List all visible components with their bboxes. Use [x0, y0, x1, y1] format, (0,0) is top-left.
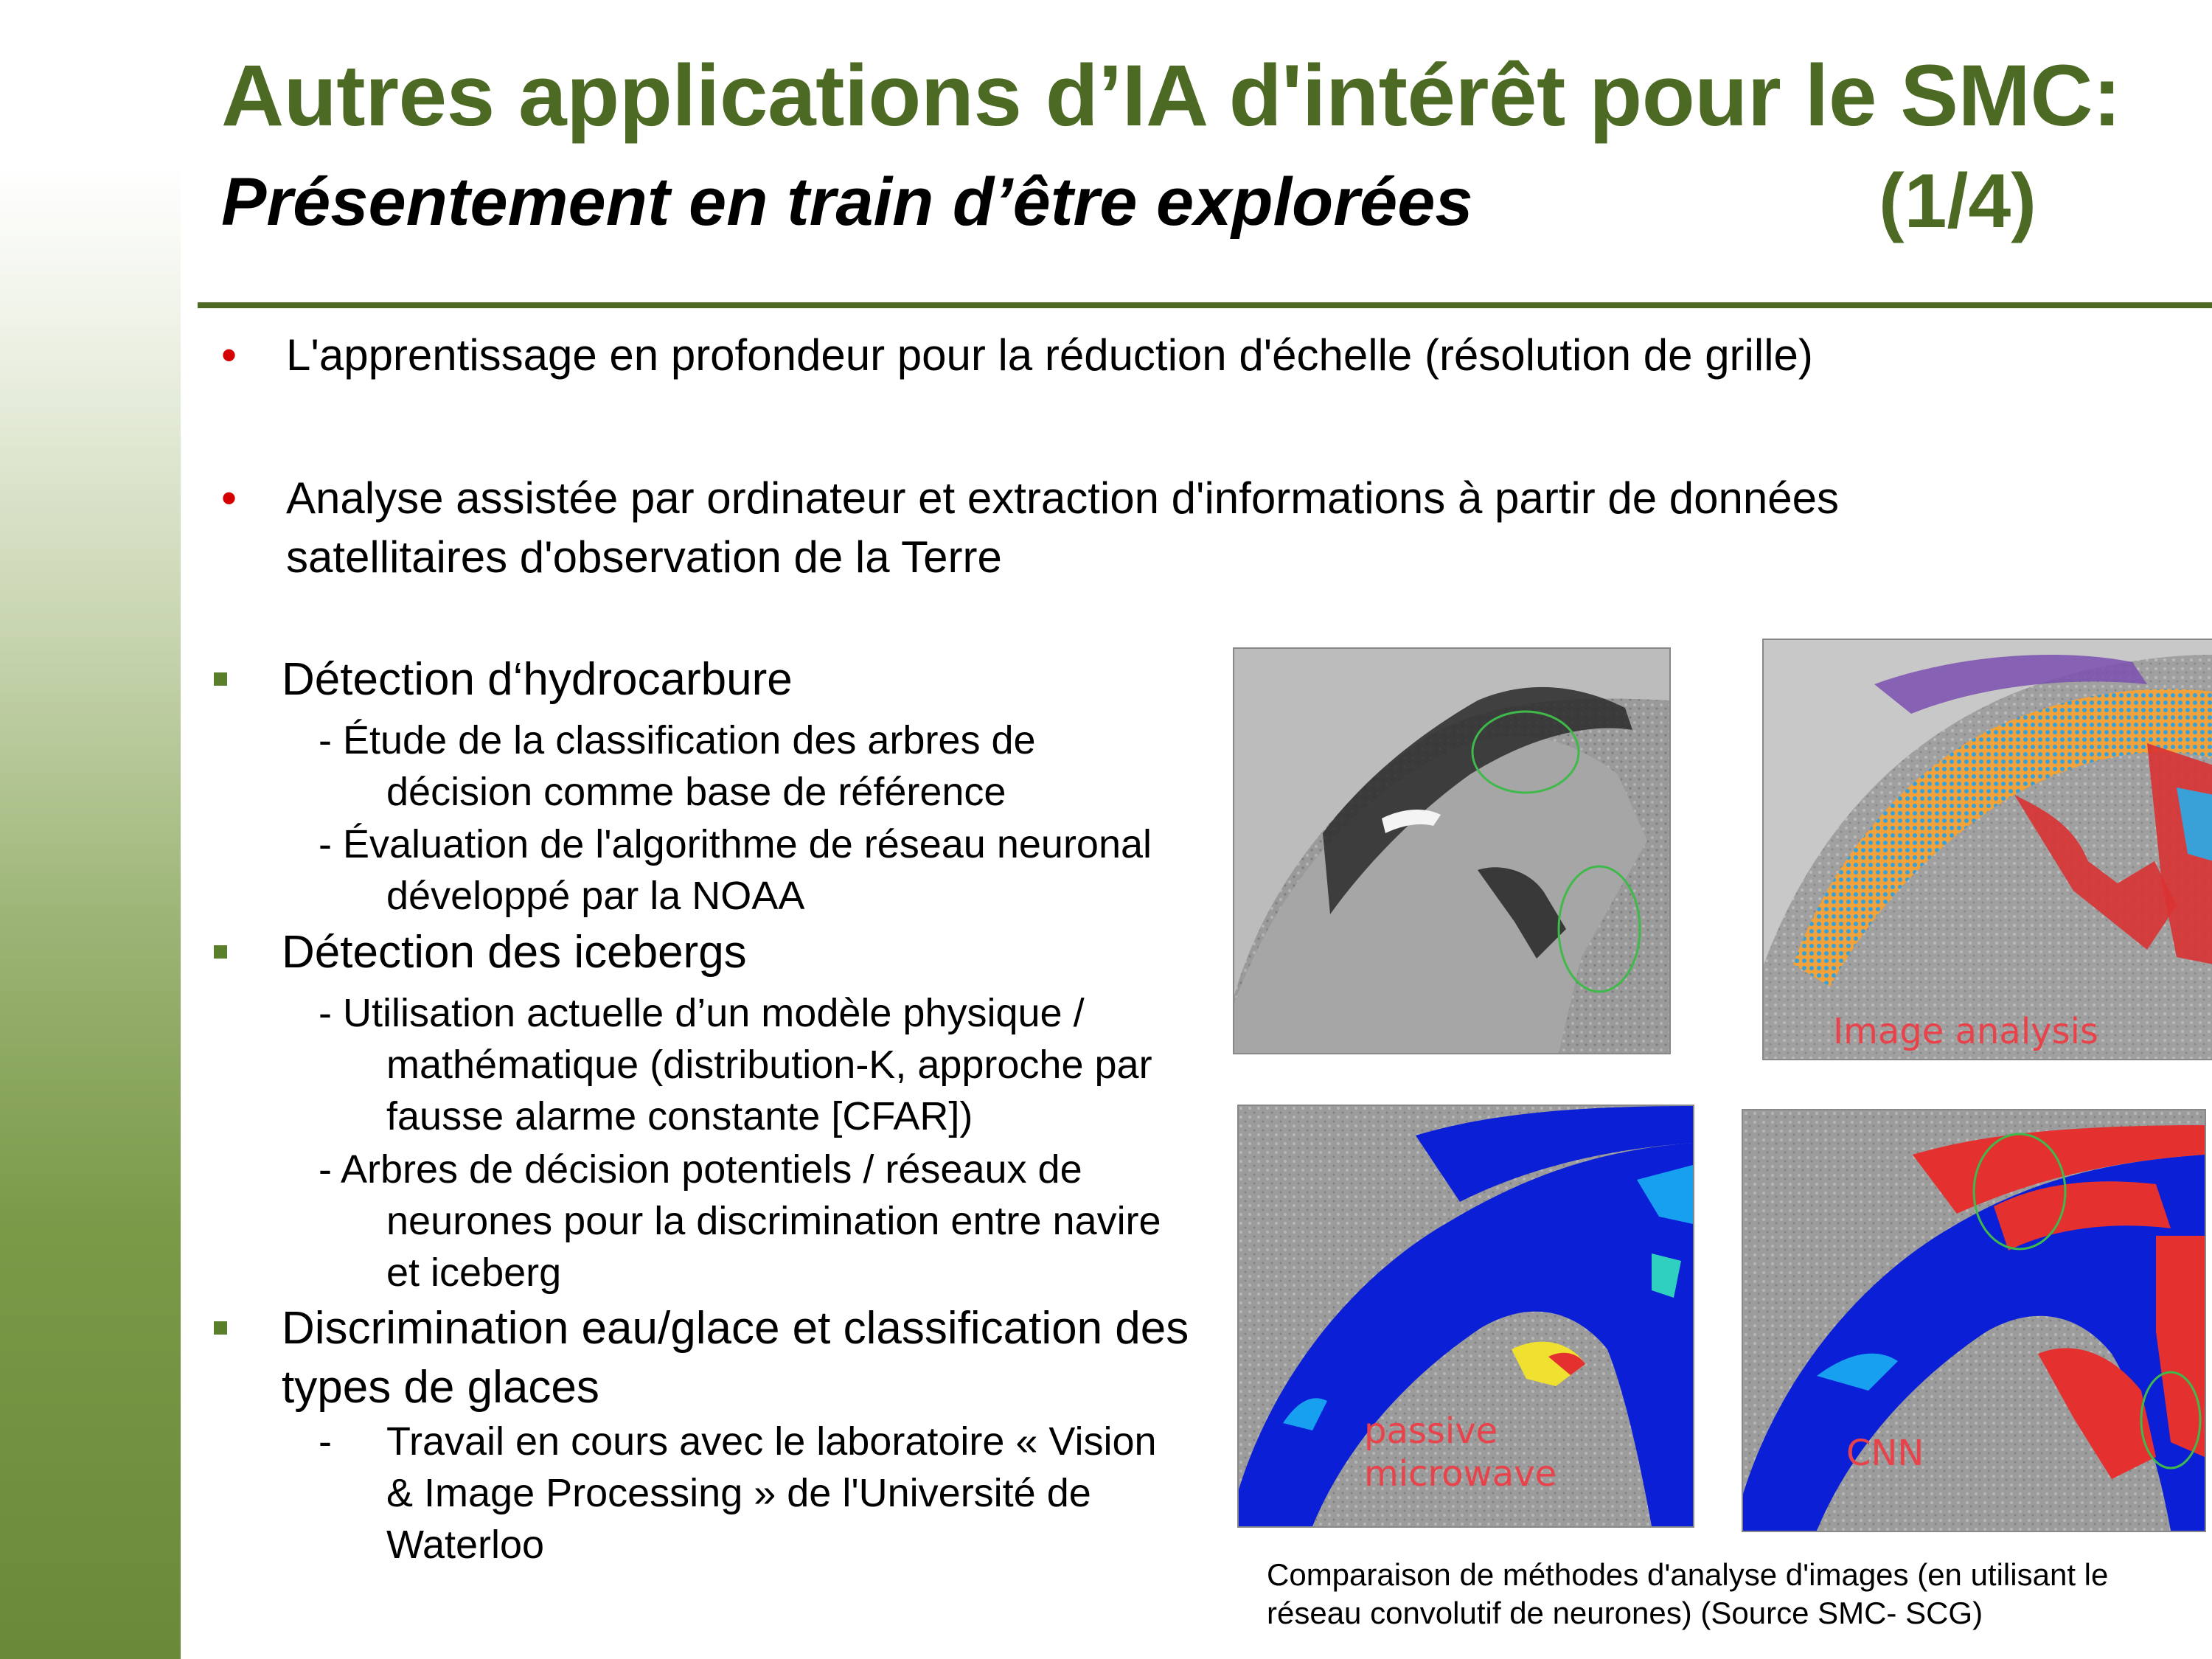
page-number: (1/4) — [1879, 159, 2037, 244]
passive-label: passive — [1364, 1411, 1498, 1452]
title-divider — [198, 302, 2212, 308]
section-heading: Détection des icebergs — [214, 923, 1194, 982]
cnn-label: CNN — [1846, 1433, 1924, 1474]
section-sub-item: - Utilisation actuelle d’un modèle physique / mathématique (distribution-K, approche par fausse alarme constante [CFAR]) — [319, 991, 1152, 1138]
slide-subtitle: Présentement en train d’être explorées — [221, 164, 1473, 240]
section-sub-item: - Étude de la classification des arbres de décision comme base de référence — [319, 718, 1036, 814]
cnn-panel — [1742, 1109, 2206, 1532]
bullet-dot-icon: • — [221, 330, 237, 380]
section-sub-item: - Arbres de décision potentiels / réseaux de neurones pour la discrimination entre navire et iceberg — [319, 1147, 1161, 1295]
bullet-dot-icon: • — [221, 473, 237, 523]
section-heading: Détection d‘hydrocarbure — [214, 650, 1194, 709]
slide-title: Autres applications d’IA d'intérêt pour le SMC: — [221, 47, 2121, 145]
bullet-item — [221, 326, 2175, 385]
figure-caption: Comparaison de méthodes d'analyse d'images (en utilisant le réseau convolutif de neurones) (Source SMC- SCG) — [1267, 1557, 2109, 1630]
passive-microwave-panel — [1237, 1105, 1694, 1528]
square-bullet-icon — [214, 1321, 227, 1335]
bullet-text: Analyse assistée par ordinateur et extraction d'informations à partir de données satellitaires d'observation de la Terre — [286, 473, 1839, 582]
image-analysis-panel — [1762, 639, 2212, 1060]
sar-image-panel — [1233, 647, 1671, 1054]
bullet-item — [221, 469, 2065, 587]
microwave-label: microwave — [1364, 1453, 1557, 1495]
bullet-text: L'apprentissage en profondeur pour la réduction d'échelle (résolution de grille) — [286, 330, 1813, 380]
image-analysis-label: Image analysis — [1833, 1011, 2098, 1052]
side-gradient-band — [0, 0, 181, 1659]
square-bullet-icon — [214, 672, 227, 686]
section-heading: Discrimination eau/glace et classification des types de glaces — [214, 1299, 1217, 1417]
square-bullet-icon — [214, 945, 227, 959]
section-sub-item: - Travail en cours avec le laboratoire « Vision & Image Processing » de l'Université de Waterloo — [319, 1419, 1157, 1567]
section-sub-item: - Évaluation de l'algorithme de réseau neuronal développé par la NOAA — [319, 822, 1152, 918]
